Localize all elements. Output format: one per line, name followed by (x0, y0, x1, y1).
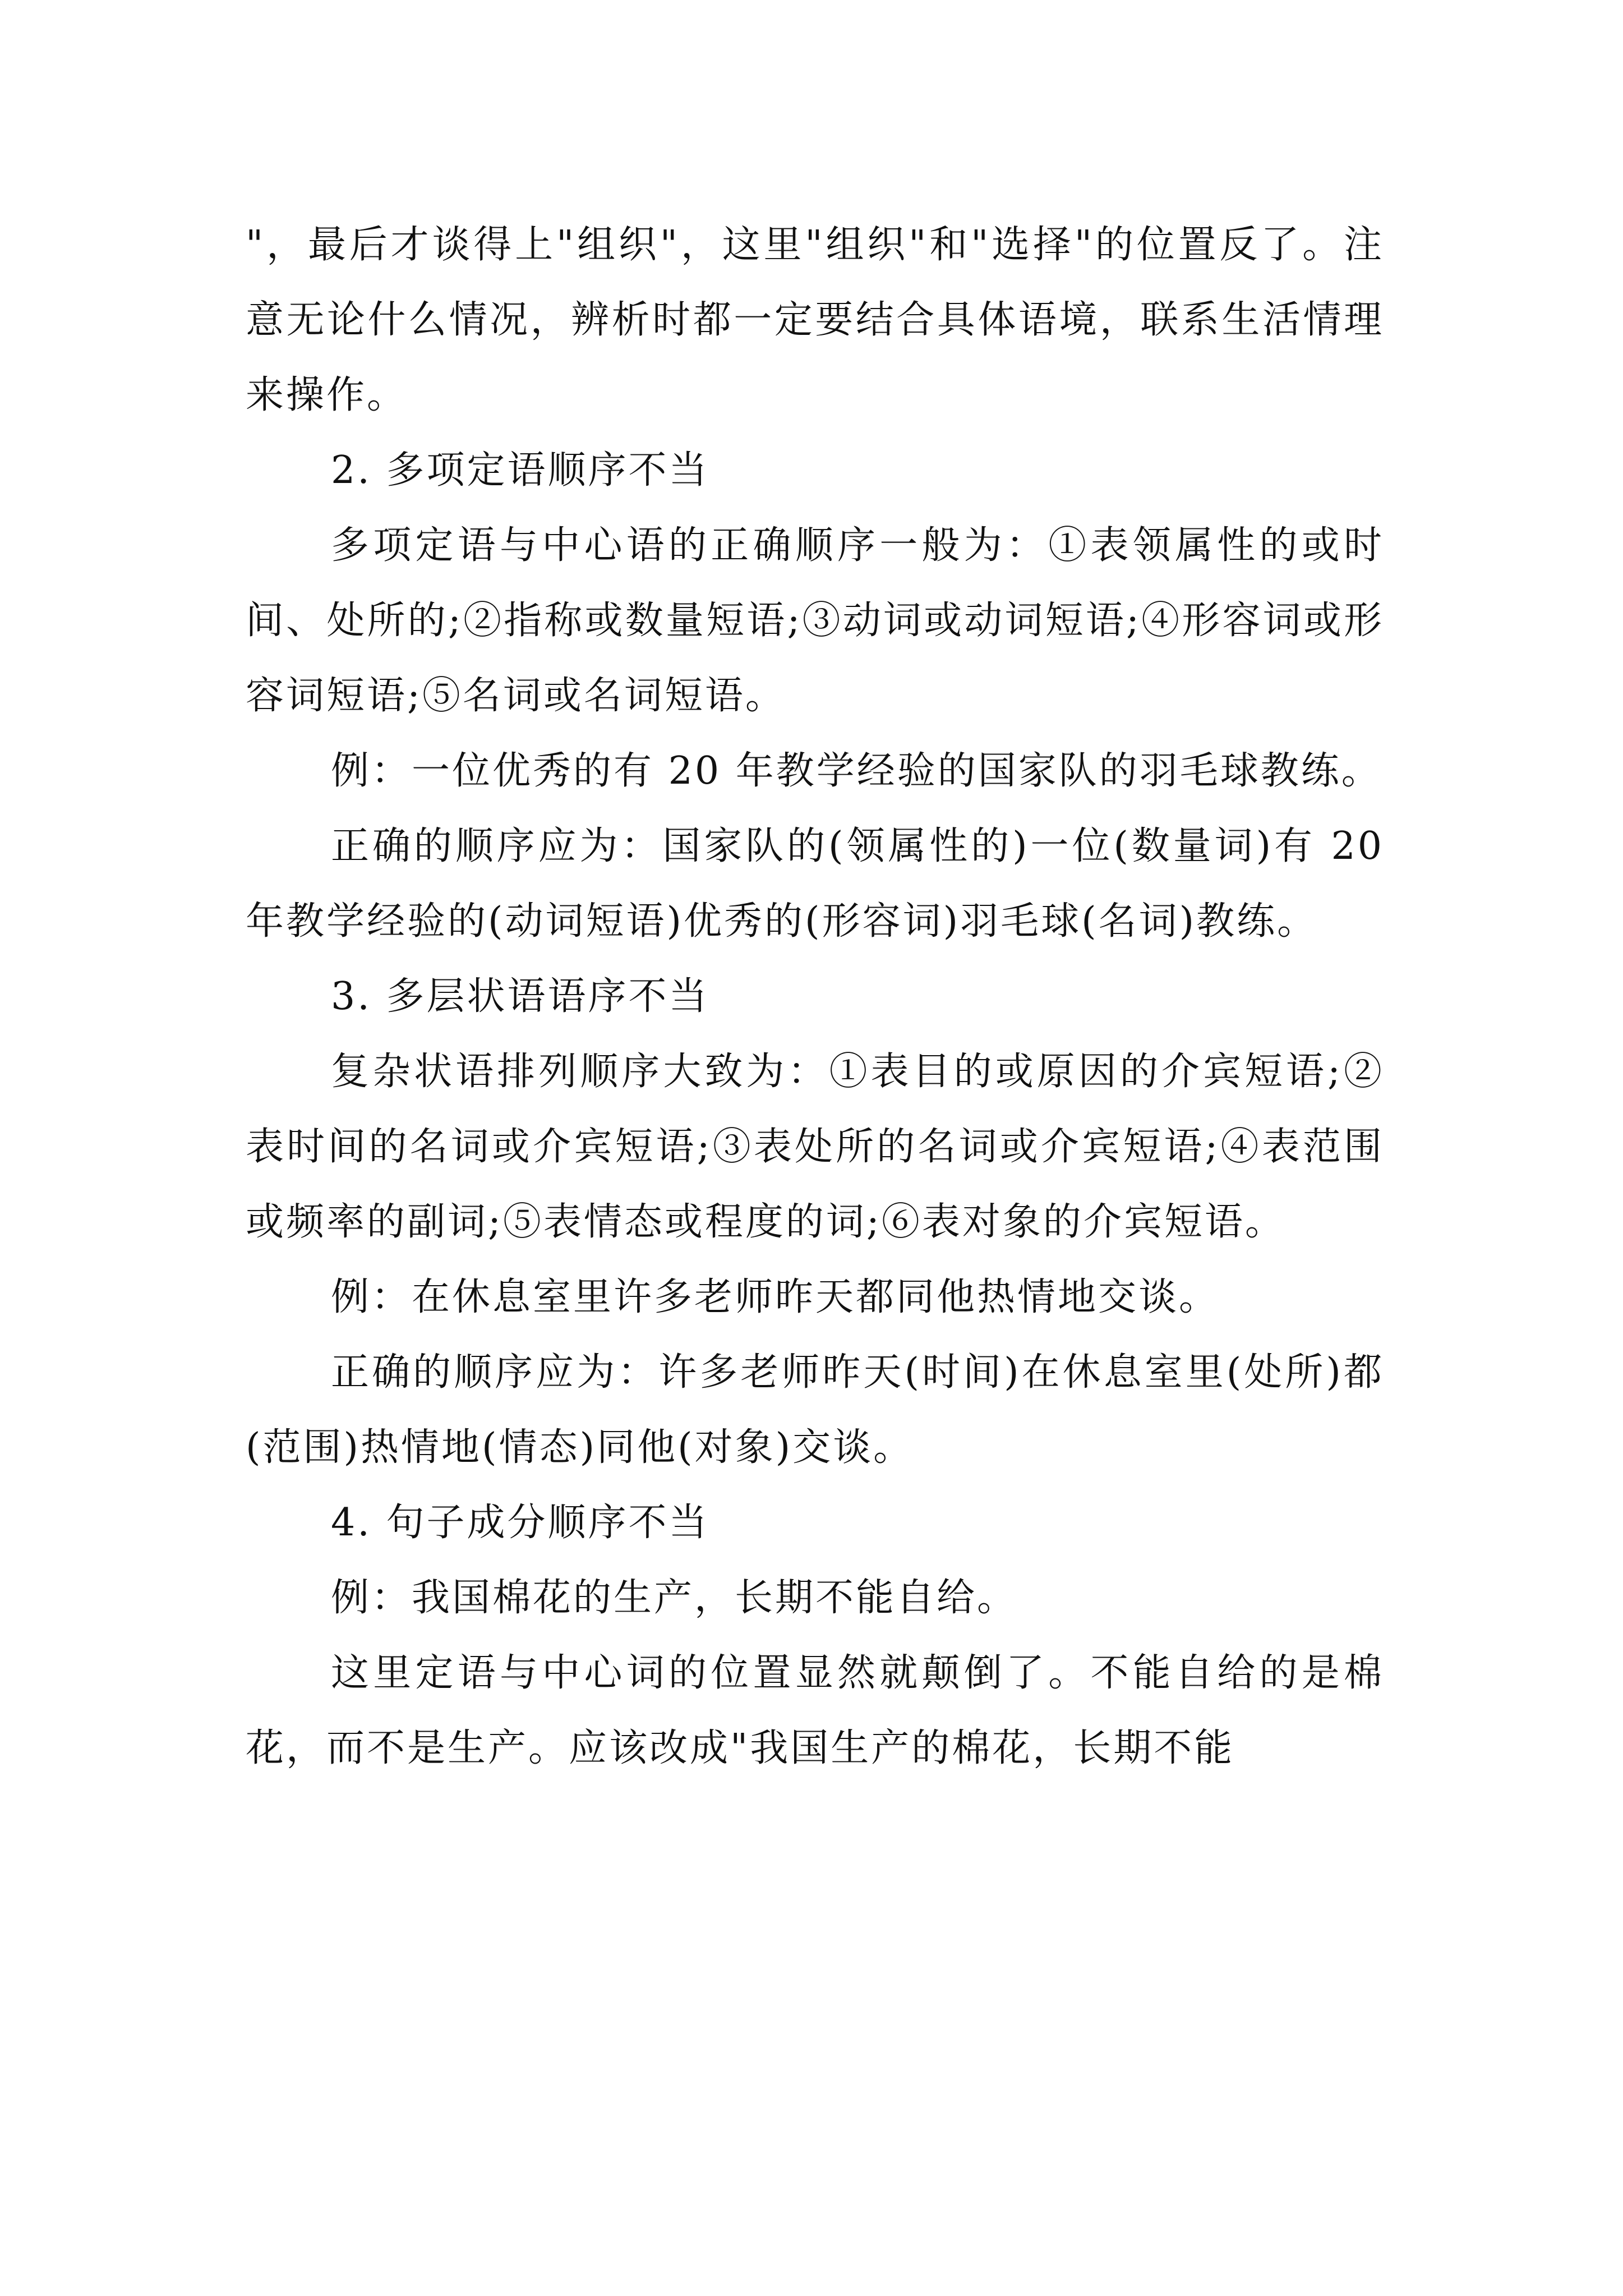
section-heading-3: 3. 多层状语语序不当 (331, 974, 709, 1019)
paragraph-adverbial-order: 复杂状语排列顺序大致为：①表目的或原因的介宾短语;②表时间的名词或介宾短语;③表处所的名词或介宾短语;④表范围或频率的副词;⑤表情态或程度的词;⑥表对象的介宾短语。 (246, 1050, 1384, 1244)
example-sentence-1: 例：一位优秀的有 20 年教学经验的国家队的羽毛球教练。 (331, 749, 1382, 793)
example-sentence-3: 例：我国棉花的生产，长期不能自给。 (331, 1576, 1018, 1620)
correction-2: 正确的顺序应为：许多老师昨天(时间)在休息室里(处所)都(范围)热情地(情态)同他(对象)交谈。 (246, 1350, 1384, 1470)
paragraph-continuation: "，最后才谈得上"组织"，这里"组织"和"选择"的位置反了。注意无论什么情况，辨析时都一定要结合具体语境，联系生活情理来操作。 (246, 223, 1384, 417)
example-sentence-2: 例：在休息室里许多老师昨天都同他热情地交谈。 (331, 1275, 1220, 1319)
section-heading-2: 2. 多项定语顺序不当 (331, 448, 709, 493)
explanation-3: 这里定语与中心词的位置显然就颠倒了。不能自给的是棉花，而不是生产。应该改成"我国生产的棉花，长期不能 (246, 1651, 1384, 1770)
correction-1: 正确的顺序应为：国家队的(领属性的)一位(数量词)有 20 年教学经验的(动词短语)优秀的(形容词)羽毛球(名词)教练。 (246, 824, 1384, 944)
body-text (246, 208, 1384, 1786)
paragraph-attributive-order: 多项定语与中心语的正确顺序一般为：①表领属性的或时间、处所的;②指称或数量短语;③动词或动词短语;④形容词或形容词短语;⑤名词或名词短语。 (246, 523, 1384, 718)
section-heading-4: 4. 句子成分顺序不当 (331, 1501, 709, 1545)
